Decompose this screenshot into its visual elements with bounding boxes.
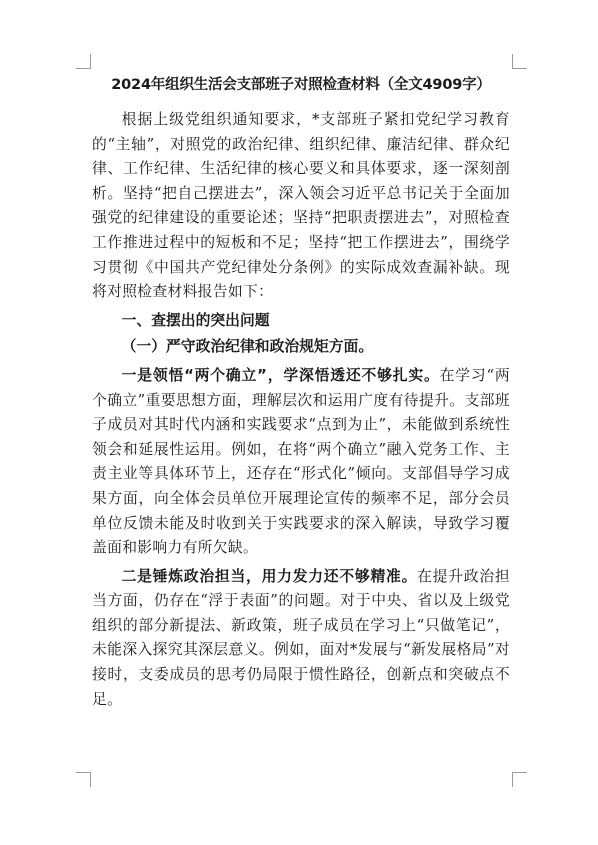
document-title: 2024年组织生活会支部班子对照检查材料（全文4909字）	[111, 77, 491, 93]
item-paragraph-1	[92, 364, 510, 561]
corner-mark-top-left	[76, 54, 91, 69]
item-paragraph-2	[92, 565, 510, 713]
item-1-lead: 一是领悟“两个确立”，学深悟透还不够扎实。	[121, 366, 440, 384]
item-2-body: 在提升政治担当方面，仍存在“浮于表面”的问题。对于中央、省以及上级党组织的部分新提法、新政策，班子成员在学习上“只做笔记”，未能深入探究其深层意义。例如，面对*发展与“新发展格局”对接时，支委成员的思考仍局限于惯性路径，创新点和突破点不足。	[92, 567, 510, 708]
subsection-heading: （一）严守政治纪律和政治规矩方面。	[121, 338, 374, 356]
document-body	[92, 74, 510, 712]
item-1-body: 在学习“两个确立”重要思想方面，理解层次和运用广度有待提升。支部班子成员对其时代内涵和实践要求“点到为止”，未能做到系统性领会和延展性运用。例如，在将“两个确立”融入党务工作、主责主业等具体环节上，还存在“形式化”倾向。支部倡导学习成果方面，向全体会员单位开展理论宣传的频率不足，部分会员单位反馈未能及时收到关于实践要求的深入解读，导致学习覆盖面和影响力有所欠缺。	[92, 366, 510, 557]
item-2-lead: 二是锤炼政治担当，用力发力还不够精准。	[121, 567, 418, 585]
section-heading: 一、查摆出的突出问题	[121, 311, 270, 329]
intro-paragraph: 根据上级党组织通知要求，*支部班子紧扣党纪学习教育的“主轴”，对照党的政治纪律、组织纪律、廉洁纪律、群众纪律、工作纪律、生活纪律的核心要义和具体要求，逐一深刻剖析。坚持“把自己摆进去”，深入领会习近平总书记关于全面加强党的纪律建设的重要论述；坚持“把职责摆进去”，对照检查工作推进过程中的短板和不足；坚持“把工作摆进去”，围绕学习贯彻《中国共产党纪律处分条例》的实际成效查漏补缺。现将对照检查材料报告如下：	[92, 111, 510, 301]
corner-mark-bottom-left	[76, 772, 91, 787]
corner-mark-bottom-right	[512, 772, 527, 787]
corner-mark-top-right	[512, 54, 527, 69]
